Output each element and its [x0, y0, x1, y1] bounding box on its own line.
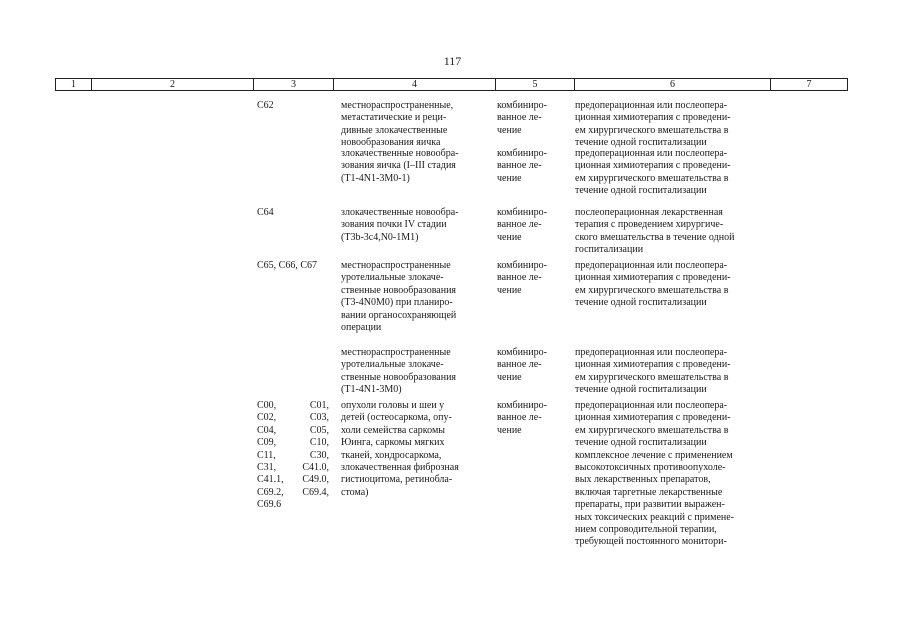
text-line: предоперационная или послеопера- — [575, 400, 728, 411]
text-line: требующей постоянного монитори- — [575, 536, 727, 548]
icd-code: C62 — [257, 100, 274, 111]
icd-code: C64 — [257, 207, 274, 218]
treatment-type-cell — [497, 347, 564, 384]
text-line: ванное ле- — [497, 160, 542, 172]
text-line: местнораспространенные, — [341, 100, 454, 111]
icd-code: C03, — [309, 412, 329, 424]
diagnosis-cell — [341, 207, 487, 244]
treatment-type-cell — [497, 100, 564, 137]
treatment-type-cell — [497, 148, 564, 185]
text-line: ственные новообразования — [341, 284, 457, 296]
text-line: предоперационная или послеопера- — [575, 347, 728, 358]
icd-code: C41.1, — [257, 474, 284, 486]
icd-code: C09, — [257, 437, 277, 449]
text-line: течение одной госпитализации — [575, 185, 707, 197]
text-line: (T1-4N1-3M0) — [341, 384, 402, 396]
text-line: ского вмешательства в течение одной — [575, 231, 735, 243]
text-line: гистиоцитома, ретинобла- — [341, 474, 453, 486]
text-line: злокачественная фиброзная — [341, 462, 459, 474]
text-line: уротелиальные злокаче- — [341, 272, 444, 284]
treatment-method-cell — [575, 260, 766, 310]
text-line: ем хирургического вмешательства в — [575, 124, 729, 136]
text-line: ванное ле- — [497, 112, 542, 124]
treatment-method-cell — [575, 400, 766, 549]
icd-code: C11, — [257, 449, 276, 461]
header-col-1: 1 — [55, 79, 91, 90]
page-number: 117 — [443, 54, 462, 68]
text-line: ванное ле- — [497, 412, 542, 424]
text-line: злокачественные новообра- — [341, 207, 459, 218]
icd-code: C49.0, — [302, 474, 329, 486]
text-line: ных токсических реакций с примене- — [575, 511, 735, 523]
table-header — [55, 78, 848, 91]
text-line: комбиниро- — [497, 100, 547, 111]
text-line: ем хирургического вмешательства в — [575, 424, 729, 436]
text-line: ционная химиотерапия с проведени- — [575, 112, 731, 124]
text-line: холи семейства саркомы — [341, 424, 445, 436]
text-line: комбиниро- — [497, 207, 547, 218]
text-line: госпитализации — [575, 244, 644, 256]
text-line: включая таргетные лекарственные — [575, 486, 723, 498]
diagnosis-cell — [341, 260, 487, 334]
icd-code: C10, — [309, 437, 329, 449]
text-line: (T3b-3c4,N0-1M1) — [341, 231, 419, 243]
text-line: ционная химиотерапия с проведени- — [575, 359, 731, 371]
text-line: чение — [497, 231, 522, 243]
text-line: течение одной госпитализации — [575, 297, 707, 309]
diagnosis-cell — [341, 100, 487, 150]
text-line: ственные новообразования — [341, 371, 457, 383]
text-line: препараты, при развитии выражен- — [575, 499, 725, 511]
text-line: ем хирургического вмешательства в — [575, 172, 729, 184]
text-line: вых лекарственных препаратов, — [575, 474, 711, 486]
text-line: ционная химиотерапия с проведени- — [575, 412, 731, 424]
text-line: (T1-4N1-3M0-1) — [341, 172, 410, 184]
icd-code: C41.0, — [302, 462, 329, 474]
text-line: тканей, хондросаркома, — [341, 449, 442, 461]
text-line: предоперационная или послеопера- — [575, 100, 728, 111]
text-line: дивные злокачественные — [341, 124, 448, 136]
code-cell — [257, 400, 329, 512]
text-line: чение — [497, 124, 522, 136]
text-line: злокачественные новообра- — [341, 148, 459, 159]
text-line: чение — [497, 284, 522, 296]
text-line: местнораспространенные — [341, 260, 451, 271]
text-line: ционная химиотерапия с проведени- — [575, 160, 731, 172]
icd-code: C69.4, — [302, 486, 329, 498]
text-line: ванное ле- — [497, 359, 542, 371]
text-line: операции — [341, 322, 382, 334]
header-col-6: 6 — [574, 79, 770, 90]
text-line: ем хирургического вмешательства в — [575, 284, 729, 296]
code-cell — [257, 207, 329, 219]
text-line: зования яичка (I–III стадия — [341, 160, 456, 172]
code-cell — [257, 100, 329, 112]
icd-code: C30, — [309, 449, 329, 461]
icd-code: C01, — [309, 400, 329, 411]
code-cell — [257, 260, 329, 272]
text-line: течение одной госпитализации — [575, 384, 707, 396]
icd-code: C65, C66, C67 — [257, 260, 318, 271]
diagnosis-cell — [341, 400, 487, 499]
icd-code: C69.6 — [257, 499, 282, 511]
text-line: предоперационная или послеопера- — [575, 148, 728, 159]
treatment-type-cell — [497, 207, 564, 244]
treatment-type-cell — [497, 400, 564, 437]
text-line: комбиниро- — [497, 347, 547, 358]
text-line: (T3-4N0M0) при планиро- — [341, 297, 453, 309]
text-line: ем хирургического вмешательства в — [575, 371, 729, 383]
icd-code: C05, — [309, 424, 329, 436]
text-line: высокотоксичных противоопухоле- — [575, 462, 726, 474]
text-line: стома) — [341, 486, 369, 498]
text-line: новообразования яичка — [341, 137, 441, 149]
text-line: местнораспространенные — [341, 347, 451, 358]
text-line: чение — [497, 371, 522, 383]
text-line: комбиниро- — [497, 148, 547, 159]
treatment-type-cell — [497, 260, 564, 297]
text-line: терапия с проведением хирургиче- — [575, 219, 724, 231]
text-line: метастатические и реци- — [341, 112, 447, 124]
text-line: послеоперационная лекарственная — [575, 207, 723, 218]
treatment-method-cell — [575, 100, 766, 150]
text-line: уротелиальные злокаче- — [341, 359, 444, 371]
treatment-method-cell — [575, 347, 766, 397]
text-line: предоперационная или послеопера- — [575, 260, 728, 271]
treatment-method-cell — [575, 148, 766, 198]
text-line: комбиниро- — [497, 260, 547, 271]
icd-code: C02, — [257, 412, 277, 424]
text-line: вании органосохраняющей — [341, 309, 457, 321]
text-line: ванное ле- — [497, 219, 542, 231]
text-line: Юинга, саркомы мягких — [341, 437, 445, 449]
icd-code — [293, 499, 329, 511]
text-line: комбиниро- — [497, 400, 547, 411]
text-line: течение одной госпитализации — [575, 437, 707, 449]
diagnosis-cell — [341, 148, 487, 185]
header-col-3: 3 — [253, 79, 333, 90]
icd-code: C31, — [257, 462, 277, 474]
icd-code: C69.2, — [257, 486, 284, 498]
text-line: детей (остеосаркома, опу- — [341, 412, 452, 424]
text-line: ванное ле- — [497, 272, 542, 284]
text-line: опухоли головы и шеи у — [341, 400, 445, 411]
diagnosis-cell — [341, 347, 487, 397]
header-col-4: 4 — [333, 79, 495, 90]
text-line: ционная химиотерапия с проведени- — [575, 272, 731, 284]
treatment-method-cell — [575, 207, 766, 257]
text-line: нием сопроводительной терапии, — [575, 524, 717, 536]
text-line: чение — [497, 172, 522, 184]
text-line: чение — [497, 424, 522, 436]
header-col-5: 5 — [495, 79, 574, 90]
text-line: течение одной госпитализации — [575, 137, 707, 149]
header-col-2: 2 — [91, 79, 253, 90]
text-line: комплексное лечение с применением — [575, 449, 733, 461]
icd-code: C04, — [257, 424, 277, 436]
header-col-7: 7 — [770, 79, 848, 90]
text-line: зования почки IV стадии — [341, 219, 447, 231]
icd-code: C00, — [257, 400, 277, 411]
